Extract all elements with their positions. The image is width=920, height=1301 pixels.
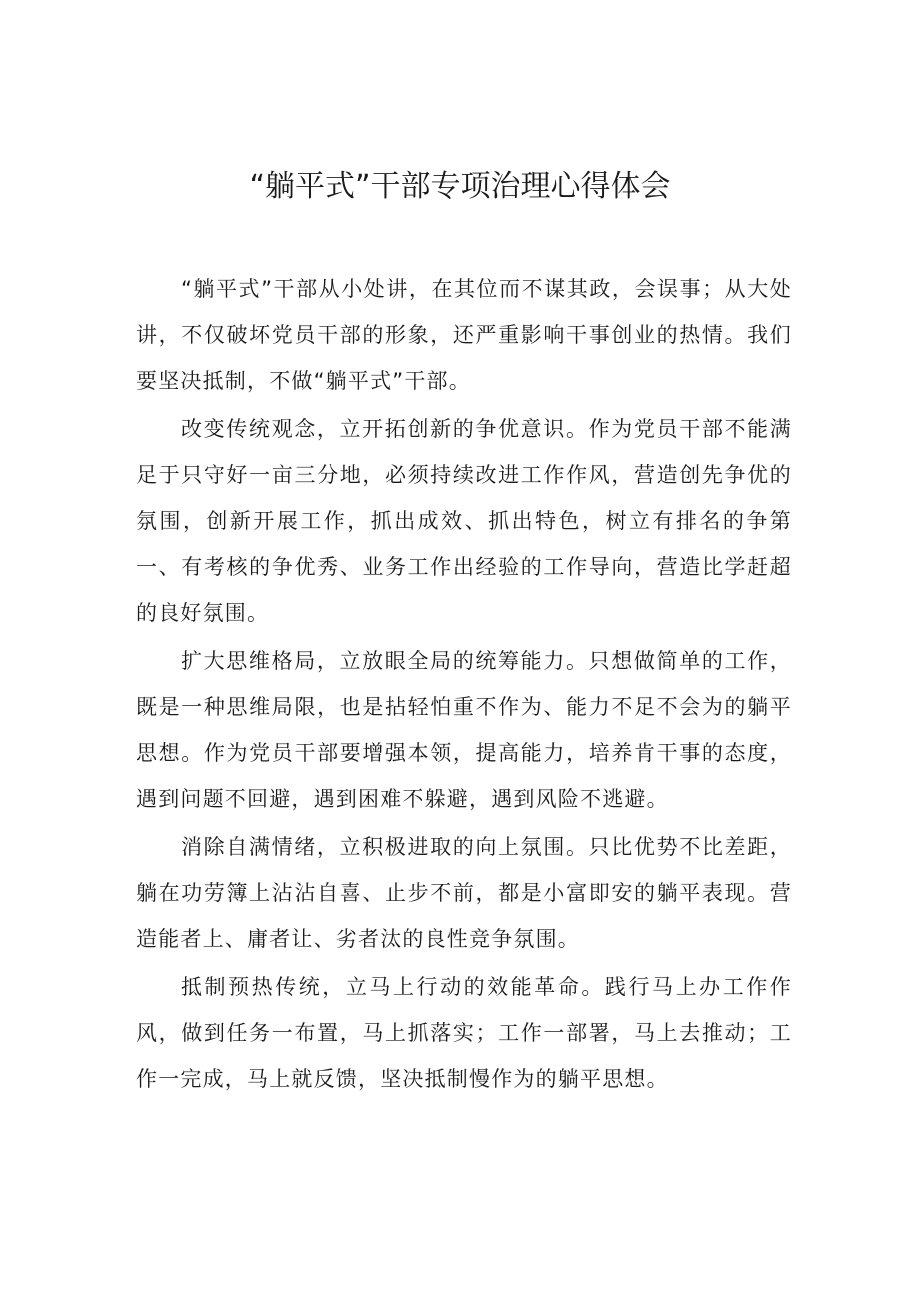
paragraph-intro: “躺平式”干部从小处讲，在其位而不谋其政，会误事；从大处讲，不仅破坏党员干部的形象，还严重影响干事创业的热情。我们要坚决抵制，不做“躺平式”干部。 [136,277,792,393]
paragraph-action: 抵制预热传统，立马上行动的效能革命。践行马上办工作作风，做到任务一布置，马上抓落实；工作一部署，马上去推动；工作一完成，马上就反馈，坚决抵制慢作为的躺平思想。 [136,975,792,1091]
paragraph-thinking: 扩大思维格局，立放眼全局的统筹能力。只想做简单的工作，既是一种思维局限，也是拈轻怕重不作为、能力不足不会为的躺平思想。作为党员干部要增强本领，提高能力，培养肯干事的态度，遇到问题不回避，遇到困难不躲避，遇到风险不逃避。 [136,649,792,811]
document-title: “躺平式”干部专项治理心得体会 [249,169,671,204]
paragraph-innovation: 改变传统观念，立开拓创新的争优意识。作为党员干部不能满足于只守好一亩三分地，必须持续改进工作作风，营造创先争优的氛围，创新开展工作，抓出成效、抓出特色，树立有排名的争第一、有考核的争优秀、业务工作出经验的工作导向，营造比学赶超的良好氛围。 [136,417,792,625]
document-body [136,266,792,1102]
paragraph-complacency: 消除自满情绪，立积极进取的向上氛围。只比优势不比差距，躺在功劳簿上沾沾自喜、止步不前，都是小富即安的躺平表现。营造能者上、庸者让、劣者汰的良性竞争氛围。 [136,835,792,951]
